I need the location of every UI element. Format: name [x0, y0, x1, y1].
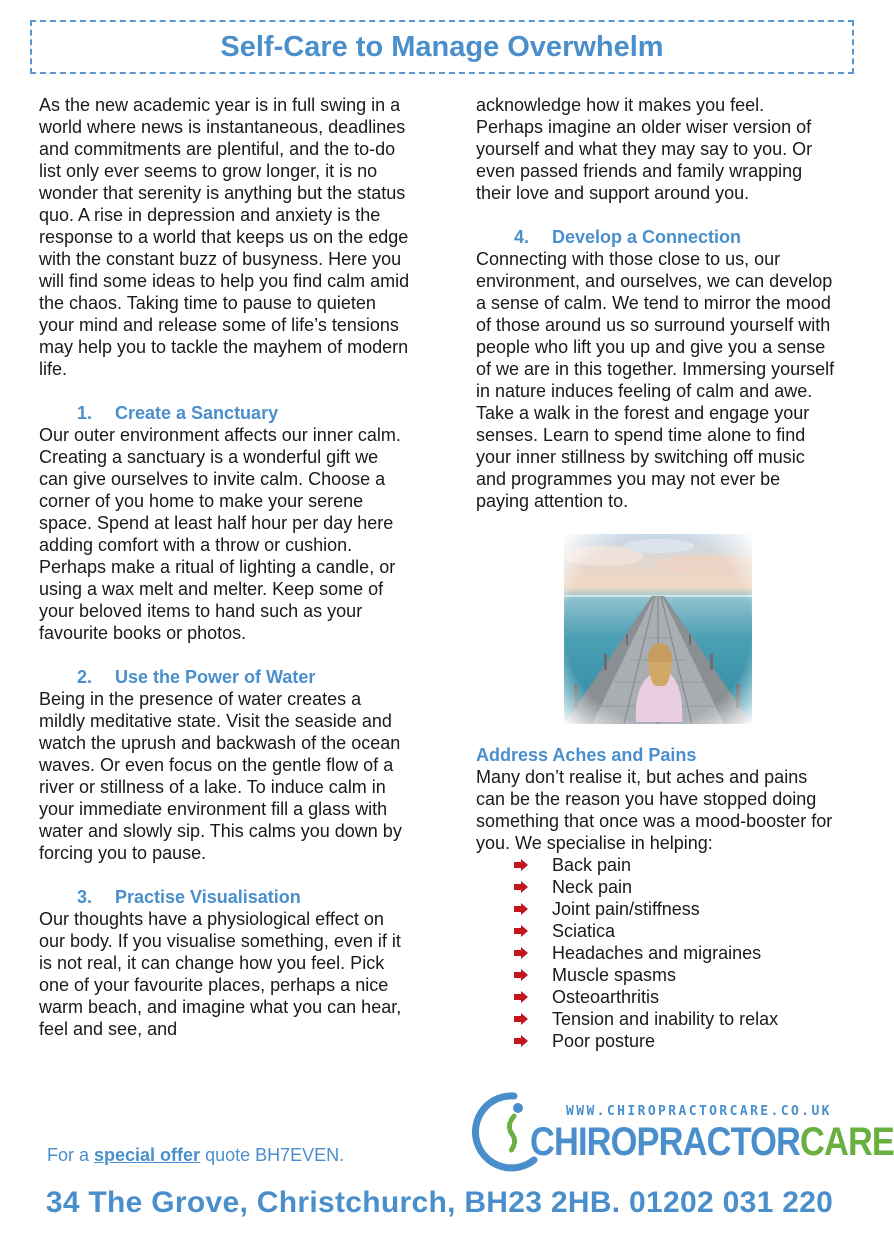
title-banner — [30, 20, 854, 74]
left-column — [39, 94, 411, 1040]
condition-label: Muscle spasms — [552, 965, 677, 985]
special-offer — [47, 1145, 344, 1166]
offer-prefix: For a — [47, 1145, 95, 1165]
condition-label: Tension and inability to relax — [552, 1009, 779, 1029]
brand-name — [530, 1120, 894, 1165]
page-title: Self-Care to Manage Overwhelm — [220, 30, 664, 63]
section-title: Practise Visualisation — [115, 887, 301, 907]
brand-name-part2: CARE — [799, 1120, 894, 1164]
condition-label: Joint pain/stiffness — [552, 899, 700, 919]
condition-item — [514, 1030, 836, 1052]
section-1-heading — [39, 402, 411, 424]
section-number: 1. — [77, 403, 93, 423]
section-3-body-continued: acknowledge how it makes you feel. Perhaps imagine an older wiser version of yourself and what they may say to you. Or even passed friends and family wrapping their love and support around you. — [476, 95, 813, 203]
red-arrow-bullet-icon — [514, 859, 528, 871]
red-arrow-bullet-icon — [514, 881, 528, 893]
section-number: 4. — [514, 227, 530, 247]
condition-item — [514, 876, 836, 898]
condition-item — [514, 1008, 836, 1030]
section-4-heading — [476, 226, 836, 248]
red-arrow-bullet-icon — [514, 969, 528, 981]
condition-label: Poor posture — [552, 1031, 656, 1051]
condition-item — [514, 986, 836, 1008]
section-number: 2. — [77, 667, 93, 687]
pier-illustration — [564, 534, 752, 724]
section-title: Use the Power of Water — [115, 667, 316, 687]
aches-heading: Address Aches and Pains — [476, 745, 697, 765]
aches-body: Many don’t realise it, but aches and pains can be the reason you have stopped doing something that once was a mood-booster for you. We specialise in helping: — [476, 767, 833, 853]
condition-item — [514, 854, 836, 876]
condition-item — [514, 942, 836, 964]
section-number: 3. — [77, 887, 93, 907]
section-title: Create a Sanctuary — [115, 403, 279, 423]
red-arrow-bullet-icon — [514, 947, 528, 959]
condition-label: Headaches and migraines — [552, 943, 762, 963]
chiropractor-care-logo — [470, 1090, 894, 1170]
section-3-body: Our thoughts have a physiological effect on our body. If you visualise something, even if it is not real, it can change how you feel. Pick one of your favourite places, perhaps a nice warm beach, and imagine what you can hear, feel and see, and — [39, 909, 402, 1039]
condition-label: Neck pain — [552, 877, 633, 897]
section-4-body: Connecting with those close to us, our environment, and ourselves, we can develop a sense of calm. We tend to mirror the mood of those around us so surround yourself with people who lift you up and give you a sense of we are in this together. Immersing yourself in nature induces feeling of calm and awe. Take a walk in the forest and engage your senses. Learn to spend time alone to find your inner stillness by switching off music and programmes you may not ever be paying attention to. — [476, 249, 835, 511]
condition-label: Osteoarthritis — [552, 987, 660, 1007]
red-arrow-bullet-icon — [514, 925, 528, 937]
brand-name-part1: CHIROPRACTOR — [530, 1120, 800, 1164]
contact-address: 34 The Grove, Christchurch, BH23 2HB. 01202 031 220 — [45, 1186, 834, 1219]
red-arrow-bullet-icon — [514, 1035, 528, 1047]
condition-label: Sciatica — [552, 921, 616, 941]
section-3-heading — [39, 886, 411, 908]
section-title: Develop a Connection — [552, 227, 742, 247]
red-arrow-bullet-icon — [514, 1013, 528, 1025]
website-url: WWW.CHIROPRACTORCARE.CO.UK — [566, 1104, 832, 1119]
condition-label: Back pain — [552, 855, 632, 875]
intro-paragraph: As the new academic year is in full swing in a world where news is instantaneous, deadlines and commitments are plentiful, and the to-do list only ever seems to grow longer, it is no wonder that serenity is anything but the status quo. A rise in depression and anxiety is the response to a world that keeps us on the edge with the constant buzz of busyness. Here you will find some ideas to help you find calm amid the chaos. Taking time to pause to quieten your mind and release some of life’s tensions may help you to tackle the mayhem of modern life. — [39, 95, 410, 379]
offer-emphasis: special offer — [94, 1145, 201, 1165]
section-1-body: Our outer environment affects our inner calm. Creating a sanctuary is a wonderful gift we can give ourselves to invite calm. Choose a corner of you home to make your serene space. Spend at least half hour per day here adding comfort with a throw or cushion. Perhaps make a ritual of lighting a candle, or using a wax melt and melter. Keep some of your beloved items to hand such as your favourite books or photos. — [39, 425, 401, 643]
red-arrow-bullet-icon — [514, 991, 528, 1003]
condition-item — [514, 964, 836, 986]
condition-item — [514, 898, 836, 920]
pier-photo — [564, 534, 752, 724]
condition-item — [514, 920, 836, 942]
right-column — [476, 94, 836, 1052]
offer-suffix: quote BH7EVEN. — [200, 1145, 345, 1165]
section-2-heading — [39, 666, 411, 688]
section-2-body: Being in the presence of water creates a mildly meditative state. Visit the seaside and watch the uprush and backwash of the ocean waves. Or even focus on the gentle flow of a river or stillness of a lake. To induce calm in your immediate environment fill a glass with water and slowly sip. This calms you down by forcing you to pause. — [39, 689, 402, 863]
red-arrow-bullet-icon — [514, 903, 528, 915]
conditions-list — [476, 854, 836, 1052]
